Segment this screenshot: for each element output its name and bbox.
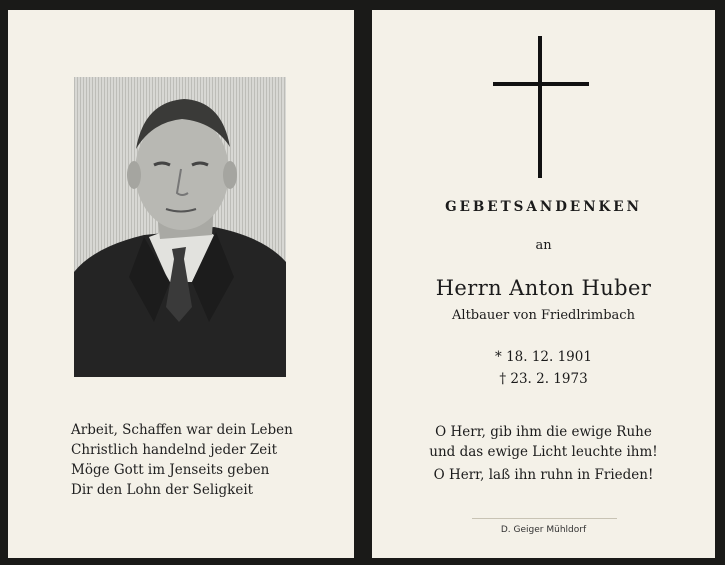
dedication-word: an bbox=[535, 238, 552, 253]
poem-line: Möge Gott im Jenseits geben bbox=[71, 462, 270, 478]
portrait-photo bbox=[74, 77, 286, 377]
poem-line: Dir den Lohn der Seligkeit bbox=[71, 482, 254, 498]
portrait-figure-icon bbox=[74, 77, 286, 377]
printer-credit: D. Geiger Mühldorf bbox=[500, 525, 587, 535]
poem-line: Christlich handelnd jeder Zeit bbox=[71, 442, 278, 458]
card-heading: GEBETSANDENKEN bbox=[445, 199, 642, 215]
death-date: † 23. 2. 1973 bbox=[499, 371, 588, 387]
prayer-line: O Herr, laß ihn ruhn in Frieden! bbox=[433, 467, 654, 483]
birth-date: * 18. 12. 1901 bbox=[495, 349, 592, 365]
left-card bbox=[8, 10, 354, 558]
prayer-block bbox=[372, 422, 715, 462]
deceased-title: Altbauer von Friedlrimbach bbox=[452, 308, 635, 323]
deceased-name: Herrn Anton Huber bbox=[435, 276, 652, 300]
cross-icon-bar bbox=[493, 82, 589, 86]
life-dates bbox=[372, 346, 715, 390]
cross-icon bbox=[538, 36, 542, 178]
divider bbox=[472, 518, 617, 519]
poem-line: Arbeit, Schaffen war dein Leben bbox=[71, 422, 293, 438]
prayer-line: und das ewige Licht leuchte ihm! bbox=[429, 444, 658, 460]
prayer-line: O Herr, gib ihm die ewige Ruhe bbox=[435, 424, 652, 440]
memorial-poem bbox=[71, 420, 341, 500]
right-card bbox=[372, 10, 715, 558]
